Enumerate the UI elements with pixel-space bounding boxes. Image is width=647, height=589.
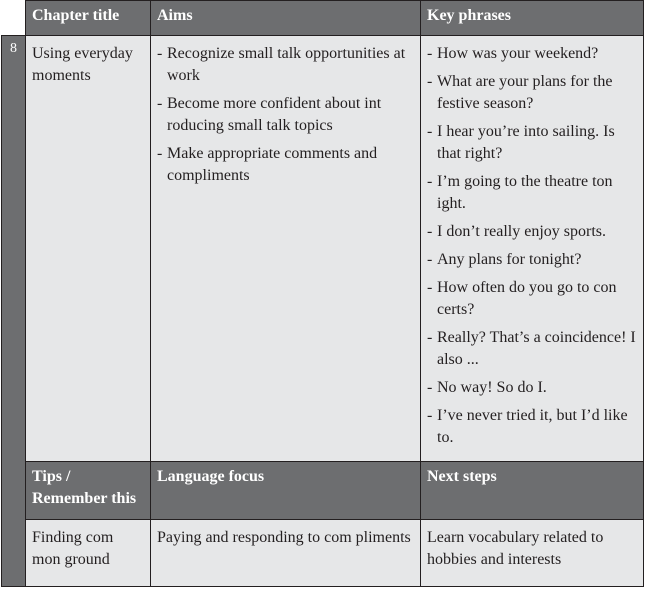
- header-chapter-title: Chapter title: [26, 1, 150, 35]
- tips-text: Finding com mon ground: [32, 529, 114, 568]
- key-phrase-item: - What are your plans for the festive season?: [427, 71, 637, 115]
- rule-mid: [25, 461, 644, 462]
- aim-item: - Make appropriate comments and compliments: [157, 143, 414, 187]
- key-phrase-item: - I hear you’re into sailing. Is that right?: [427, 121, 637, 165]
- aims-cell: [151, 36, 420, 461]
- key-phrase-item: - How often do you go to con certs?: [427, 277, 637, 321]
- key-phrase-item: - No way! So do I.: [427, 377, 637, 399]
- next-steps-text: Learn vocabulary related to hobbies and interests: [427, 529, 604, 568]
- header-tips: Tips / Remember this: [26, 462, 150, 519]
- key-phrase-item: - Any plans for tonight?: [427, 249, 637, 271]
- aim-item: - Recognize small talk opportunities at work: [157, 43, 414, 87]
- rule-left: [25, 0, 26, 587]
- header-aims: Aims: [151, 1, 420, 35]
- key-phrase-item: - I don’t really enjoy sports.: [427, 221, 637, 243]
- key-phrase-item: - Really? That’s a coincidence! I also ...: [427, 327, 637, 371]
- key-phrase-item: - I’m going to the theatre ton ight.: [427, 171, 637, 215]
- key-phrases-list: [427, 43, 637, 449]
- rule-col2: [150, 0, 151, 587]
- header-language-focus: Language focus: [151, 462, 420, 519]
- rule-top: [25, 0, 644, 1]
- chapter-title-text: Using everyday moments: [32, 45, 133, 84]
- rule-col3: [420, 0, 421, 587]
- language-focus-cell: [151, 520, 420, 586]
- rule-header: [1, 35, 644, 36]
- tips-cell: [26, 520, 150, 586]
- header-key-phrases: Key phrases: [421, 1, 643, 35]
- header-next-steps: Next steps: [421, 462, 643, 519]
- key-phrase-item: - How was your weekend?: [427, 43, 637, 65]
- language-focus-text: Paying and responding to com pliments: [157, 529, 411, 546]
- chapter-number-sidebar: [2, 35, 25, 586]
- key-phrases-cell: [421, 36, 643, 461]
- key-phrase-item: - I’ve never tried it, but I’d like to.: [427, 405, 637, 449]
- rule-lower: [25, 519, 644, 520]
- chapter-number: 8: [10, 41, 17, 56]
- aims-list: [157, 43, 414, 187]
- aim-item: - Become more confident about int roducing small talk topics: [157, 93, 414, 137]
- chapter-title-cell: [26, 36, 150, 461]
- rule-right: [643, 0, 644, 587]
- rule-left-outer: [1, 35, 2, 587]
- rule-bottom: [1, 586, 644, 587]
- next-steps-cell: [421, 520, 643, 586]
